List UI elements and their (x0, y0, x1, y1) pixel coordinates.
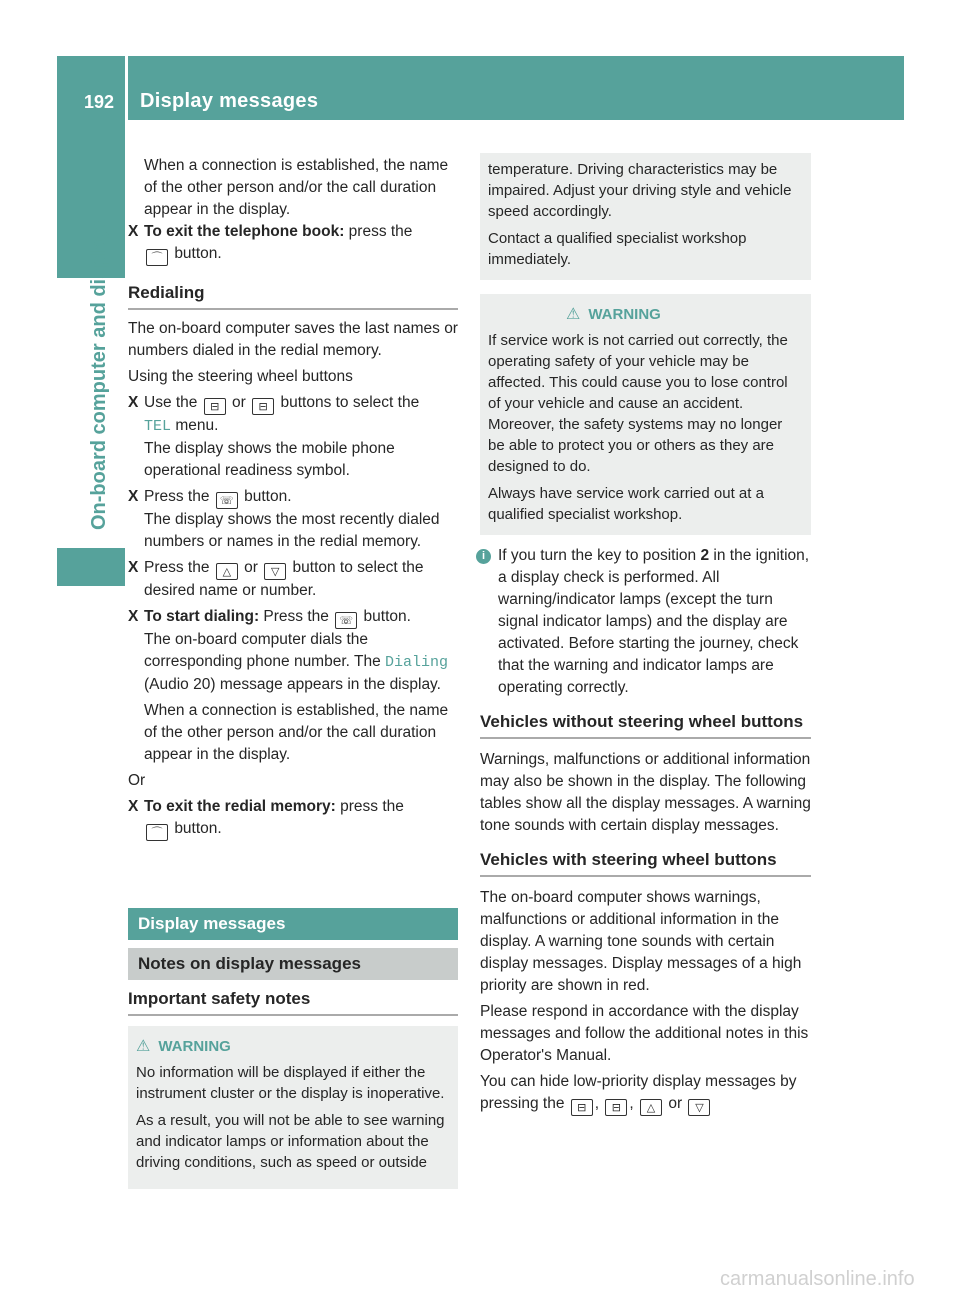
page-title: Display messages (140, 90, 319, 112)
step-text: or (244, 559, 258, 576)
step-exit-redial (128, 796, 458, 841)
dialing-message: Dialing (385, 654, 449, 671)
page-number: 192 (84, 92, 115, 112)
menu-right-icon: ⊟ (605, 1099, 627, 1116)
chapter-label: On-board computer and displays (88, 216, 110, 530)
warning-box-continued (480, 153, 811, 280)
right-column (480, 153, 811, 1116)
warning-header (136, 1036, 450, 1058)
step-select-tel (128, 392, 458, 482)
with-buttons-paragraph-3 (480, 1071, 811, 1116)
heading-without-buttons: Vehicles without steering wheel buttons (480, 712, 804, 731)
step-result: (Audio 20) message appears in the display. (144, 676, 441, 693)
warning-text: No information will be displayed if either the instrument cluster or the display is inoperative. (136, 1064, 445, 1102)
safety-heading: Important safety notes (128, 989, 311, 1008)
with-buttons-paragraph-1: The on-board computer shows warnings, malfunctions or additional information in the display. A warning tone sounds with certain display messages. Display messages of a high priority are shown in red. (480, 889, 802, 994)
warning-triangle-icon: ⚠ (566, 306, 581, 323)
step-start-dialing (128, 606, 458, 696)
connection-paragraph-2: When a connection is established, the name of the other person and/or the call duration appear in the display. (144, 702, 449, 763)
warning-text: Contact a qualified specialist workshop immediately. (488, 230, 747, 268)
warning-text: temperature. Driving characteristics may be impaired. Adjust your driving style and vehicle speed accordingly. (488, 161, 792, 220)
step-result: The on-board computer dials the corresponding phone number. The (144, 631, 381, 670)
paragraph-text: You can hide low-priority display messages by pressing the (480, 1073, 797, 1112)
step-press-phone (128, 486, 458, 553)
without-buttons-paragraph: Warnings, malfunctions or additional information may also be shown in the display. The following tables show all the display messages. A warning tone sounds with certain display messages. (480, 751, 811, 834)
menu-left-icon: ⊟ (204, 398, 226, 415)
display-messages-bar: Display messages (128, 908, 458, 940)
left-lower (128, 908, 458, 1189)
step-text: button to select the desired name or number. (144, 559, 424, 599)
step-arrow-icon: X (128, 488, 139, 505)
left-column (128, 155, 458, 841)
warning-text: As a result, you will not be able to see warning and indicator lamps or information about the driving conditions, such as speed or outside (136, 1112, 445, 1171)
step-arrow-icon: X (128, 223, 139, 240)
watermark: carmanualsonline.info (720, 1268, 915, 1290)
down-icon: ▽ (688, 1099, 710, 1116)
step-result: The display shows the mobile phone operational readiness symbol. (144, 440, 395, 479)
step-text: press the (340, 798, 404, 815)
chapter-marker (57, 548, 125, 586)
warning-box-2 (480, 294, 811, 535)
step-text: menu. (175, 417, 219, 434)
separator: , (594, 1095, 600, 1112)
warning-text: Always have service work carried out at a qualified specialist workshop. (488, 485, 764, 523)
menu-left-icon: ⊟ (571, 1099, 593, 1116)
step-exit-phonebook (128, 221, 458, 266)
warning-label: WARNING (158, 1038, 231, 1055)
step-arrow-icon: X (128, 798, 139, 815)
hang-up-icon: ⌒ (146, 824, 168, 841)
step-text: button. (174, 820, 222, 837)
step-result: The display shows the most recently dialed numbers or names in the redial memory. (144, 511, 440, 550)
with-buttons-paragraph-2: Please respond in accordance with the display messages and follow the additional notes in this Operator's Manual. (480, 1003, 809, 1064)
step-label: To exit the redial memory: (144, 798, 336, 815)
phone-icon: ☏ (216, 492, 238, 509)
step-select-name (128, 557, 458, 602)
phone-icon: ☏ (335, 612, 357, 629)
tel-menu-name: TEL (144, 418, 172, 435)
notes-bar: Notes on display messages (128, 948, 458, 980)
step-label: To start dialing: (144, 608, 260, 625)
step-text: Use the (144, 394, 198, 411)
up-icon: △ (640, 1099, 662, 1116)
step-text: Press the (263, 608, 329, 625)
down-icon: ▽ (264, 563, 286, 580)
redial-subtitle: Using the steering wheel buttons (128, 368, 353, 385)
header-divider (125, 56, 128, 120)
heading-with-buttons: Vehicles with steering wheel buttons (480, 850, 777, 869)
up-icon: △ (216, 563, 238, 580)
info-text: If you turn the key to position (498, 547, 697, 564)
step-text: button. (174, 245, 222, 262)
info-text: in the ignition, a display check is performed. All warning/indicator lamps (except the turn signal indicator lamps) and the display are activated. Before starting the journey, check that the warning and indicator lamps are operating correctly. (498, 547, 810, 696)
redialing-heading: Redialing (128, 283, 205, 302)
connection-paragraph: When a connection is established, the name of the other person and/or the call duration appear in the display. (144, 157, 449, 218)
step-arrow-icon: X (128, 559, 139, 576)
step-text: or (232, 394, 246, 411)
info-note (480, 545, 811, 699)
warning-label: WARNING (588, 306, 661, 323)
step-text: Press the (144, 488, 210, 505)
warning-header (488, 304, 803, 326)
redial-paragraph: The on-board computer saves the last names or numbers dialed in the redial memory. (128, 320, 458, 359)
step-arrow-icon: X (128, 394, 139, 411)
warning-triangle-icon: ⚠ (136, 1038, 151, 1055)
separator: , (629, 1095, 634, 1112)
warning-box-1 (128, 1026, 458, 1189)
info-icon: i (476, 549, 491, 564)
step-text: buttons to select the (280, 394, 420, 411)
step-text: button. (363, 608, 411, 625)
or-line: Or (128, 772, 146, 789)
menu-right-icon: ⊟ (252, 398, 274, 415)
paragraph-text: or (668, 1095, 683, 1112)
step-arrow-icon: X (128, 608, 139, 625)
info-position: 2 (700, 547, 710, 564)
step-text: button. (244, 488, 292, 505)
step-text: Press the (144, 559, 210, 576)
step-text: press the (348, 223, 413, 240)
warning-text: If service work is not carried out correctly, the operating safety of your vehicle may be affected. This could cause you to lose control of your vehicle and cause an accident. Moreover, the safety systems may no longer be able to protect you or others as they are designed to do. (488, 332, 788, 475)
hang-up-icon: ⌒ (146, 249, 168, 266)
step-label: To exit the telephone book: (144, 223, 345, 240)
